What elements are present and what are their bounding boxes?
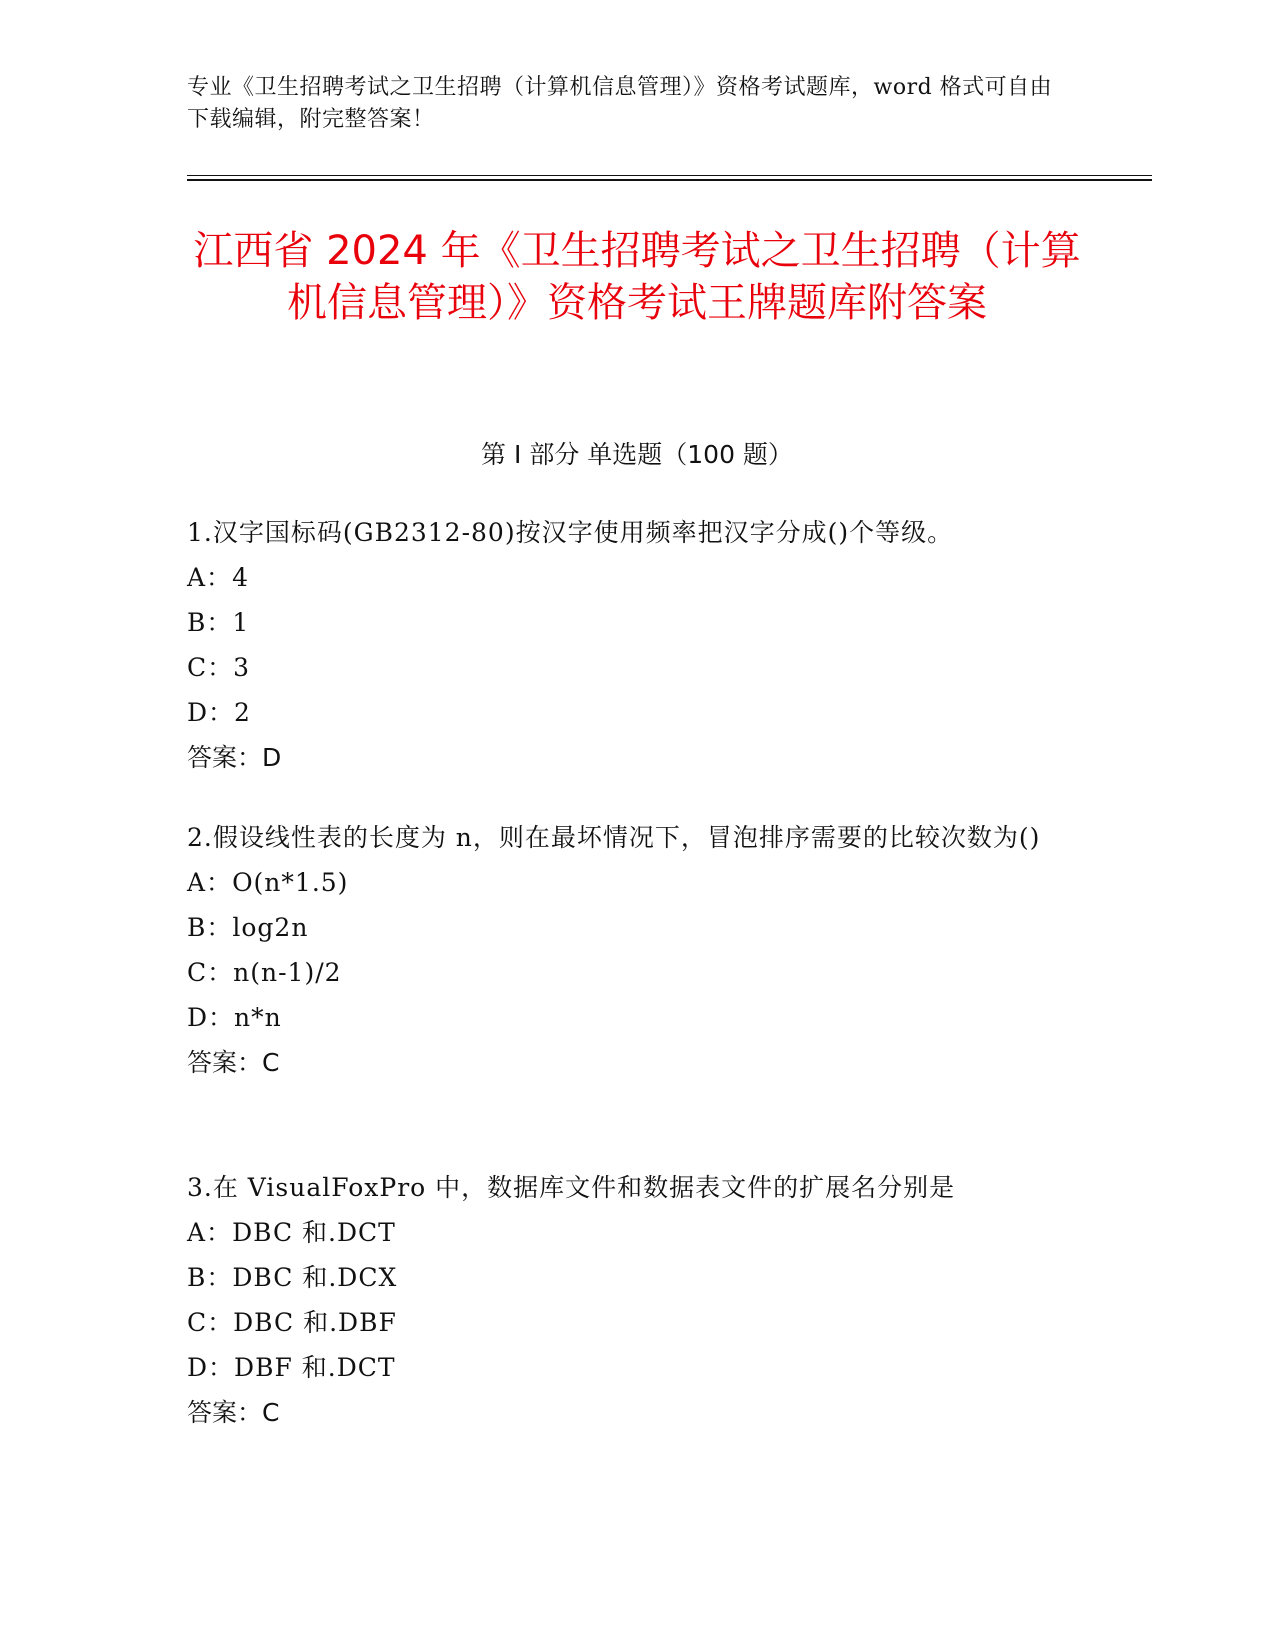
header-rule-thin: [187, 175, 1152, 176]
option-value: n(n-1)/2: [233, 958, 342, 987]
option-a: [187, 860, 1087, 905]
question-1: [187, 510, 1087, 780]
header-note: 专业《卫生招聘考试之卫生招聘（计算机信息管理）》资格考试题库，word 格式可自由下载编辑，附完整答案！: [187, 75, 1053, 132]
option-key: A：: [187, 1218, 233, 1247]
option-b: [187, 600, 1087, 645]
question-text: 3.在 VisualFoxPro 中，数据库文件和数据表文件的扩展名分别是: [187, 1173, 956, 1202]
option-key: B：: [187, 608, 233, 637]
option-key: C：: [187, 1308, 234, 1337]
option-value: 2: [234, 698, 251, 727]
option-b: [187, 905, 1087, 950]
option-key: A：: [187, 868, 233, 897]
header-rule-thick: [187, 179, 1152, 181]
option-value: n*n: [234, 1003, 282, 1032]
option-key: C：: [187, 958, 234, 987]
option-value: DBC 和.DCX: [232, 1263, 398, 1292]
option-value: 1: [232, 608, 250, 637]
option-c: [187, 950, 1087, 995]
option-key: B：: [187, 913, 233, 942]
option-value: 3: [233, 653, 251, 682]
option-c: [187, 645, 1087, 690]
section-heading: 第 I 部分 单选题（100 题）: [481, 440, 793, 469]
option-value: DBF 和.DCT: [234, 1353, 396, 1382]
answer: 答案：C: [187, 1048, 280, 1077]
option-key: D：: [187, 1003, 235, 1032]
option-d: [187, 690, 1087, 735]
option-key: C：: [187, 653, 234, 682]
option-key: A：: [187, 563, 233, 592]
option-value: O(n*1.5): [232, 868, 349, 897]
option-value: DBC 和.DBF: [233, 1308, 397, 1337]
answer: 答案：D: [187, 743, 282, 772]
option-b: [187, 1255, 1087, 1300]
option-key: D：: [187, 1353, 235, 1382]
option-value: DBC 和.DCT: [232, 1218, 396, 1247]
option-a: [187, 1210, 1087, 1255]
option-d: [187, 1345, 1087, 1390]
question-2: [187, 815, 1087, 1085]
document-title: 江西省 2024 年《卫生招聘考试之卫生招聘（计算机信息管理）》资格考试王牌题库附答案: [193, 228, 1081, 326]
option-c: [187, 1300, 1087, 1345]
option-a: [187, 555, 1087, 600]
answer: 答案：C: [187, 1398, 280, 1427]
question-text: 1.汉字国标码(GB2312-80)按汉字使用频率把汉字分成()个等级。: [187, 518, 954, 547]
option-value: log2n: [232, 913, 309, 942]
option-value: 4: [232, 563, 249, 592]
option-key: D：: [187, 698, 235, 727]
option-key: B：: [187, 1263, 233, 1292]
question-3: [187, 1165, 1087, 1435]
question-text: 2.假设线性表的长度为 n，则在最坏情况下，冒泡排序需要的比较次数为(): [187, 823, 1041, 852]
option-d: [187, 995, 1087, 1040]
